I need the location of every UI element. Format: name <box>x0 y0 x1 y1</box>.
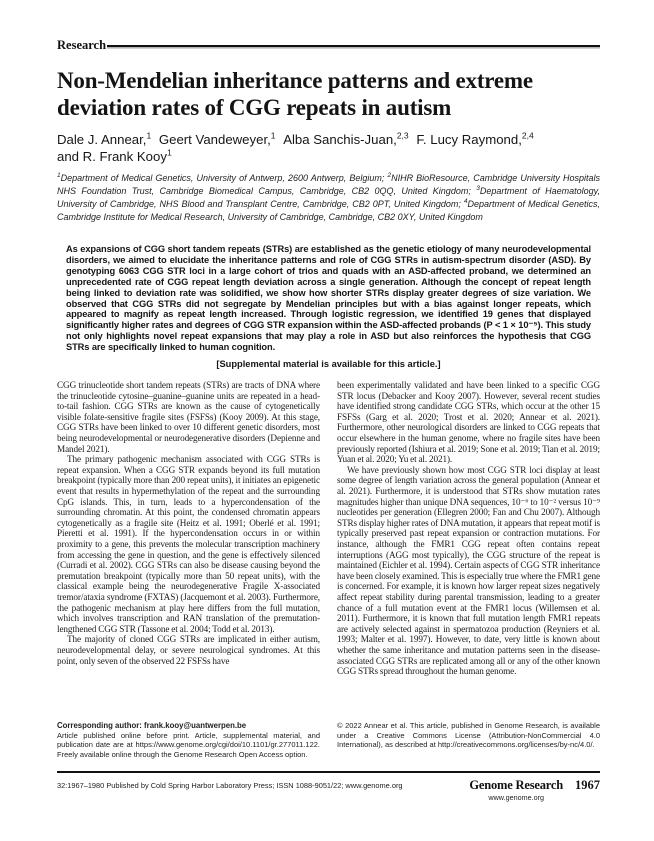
author-line-1 <box>57 131 600 148</box>
body-paragraph: The primary pathogenic mechanism associated with CGG STRs is repeat expansion. When a CGG STR expands beyond its full mutation breakpoint (typically more than 200 repeat units), it initiates an epigenetic event that results in hypermethylation of the repeat and the surrounding CpG islands. This, in turn, leads to a hypercondensation of the surrounding chromatin. At this point, the condensed chromatin appears cytogenetically as a fragile site (Heitz et al. 1991; Oberlé et al. 1991; Pieretti et al. 1991). If the hypercondensation occurs in or within proximity to a gene, this prevents the molecular transcription machinery from accessing the gene in question, and the gene is effectively silenced (Curradi et al. 2002). CGG STRs can also be disease causing beyond the premutation breakpoint (typically more than 50 repeat units), with the classical example being the neurodegenerative Fragile X-associated tremor/ataxia syndrome (FXTAS) (Jacquemont et al. 2003). Furthermore, the pathogenic mechanism at play here differs from the full mutation, which involves transcription and RAN translation of the premutation-lengthened CGG STR (Tassone et al. 2004; Todd et al. 2013). <box>57 454 320 634</box>
author-5 <box>57 149 172 164</box>
footnote-left <box>57 721 320 759</box>
body-columns <box>57 380 600 716</box>
body-paragraph: been experimentally validated and have been linked to a specific CGG STR locus (Debacker and Kooy 2007). However, several recent studies have identified strong candidate CGG STRs, which occur at the other 15 FSFSs (Garg et al. 2020; Trost et al. 2020; Annear et al. 2021). Furthermore, other neurological disorders are linked to CGG repeats that occur elsewhere in the human genome, where no fragile sites have been previously reported (Ishiura et al. 2019; Sone et al. 2019; Tian et al. 2019; Yuan et al. 2020; Yu et al. 2021). <box>337 380 600 465</box>
supplemental-note: [Supplemental material is available for this article.] <box>216 359 441 370</box>
affiliation-1-text: Department of Medical Genetics, University of Antwerp, 2600 Antwerp, Belgium; <box>60 173 388 183</box>
affiliation-1-sup: 1 <box>57 172 61 179</box>
body-paragraph: We have previously shown how most CGG STR loci display at least some degree of length variation across the general population (Annear et al. 2021). Furthermore, it is understood that STRs show mutation rates magnitudes higher than unique DNA sequences, 10⁻⁶ to 10⁻² versus 10⁻⁹ nucleotides per generation (Ellegren 2000; Fan and Chu 2007). Although STRs display higher rates of DNA mutation, it appears that repeat motif is typically preserved past repeat expansion or contraction mutations. For instance, although the FMR1 CGG repeat often contains repeat interruptions (AGG most typically), the CGG structure of the repeat is maintained (Eichler et al. 1994). Certain aspects of CGG STR inheritance have been closely examined. This is especially true where the FMR1 gene is concerned. For example, it is known how larger repeat sizes negatively affect repeat stability during parental transmission, leading to a greater chance of a full mutation event at the FMR1 locus (Willemsen et al. 2011). Furthermore, it is known that full mutation length FMR1 repeats are actively selected against in spermatozoa production (Reyniers et al. 1993; Malter et al. 1997). However, to date, very little is known about whether the same inheritance and mutation patterns seen in the disease-associated CGG STRs are replicated among all or any of the other known CGG STRs spread throughout the human genome. <box>337 464 600 677</box>
affiliation-4-text: Department of Medical Genetics, Cambridge Institute for Medical Research, University of Cambridge, Cambridge, CB2 0XY, United Kingdom <box>57 199 600 222</box>
section-header <box>57 38 600 53</box>
journal-block <box>469 778 600 802</box>
publication-note: Article published online before print. Article, supplemental material, and publication date are at https://www.genome.org/cgi/doi/10.1101/gr.277011.122. Freely available online through the Genome Research Open Access option. <box>57 730 320 759</box>
author-5-name: and R. Frank Kooy <box>57 149 167 164</box>
author-3 <box>283 132 408 147</box>
affiliations <box>57 172 600 224</box>
journal-name: Genome Research <box>469 778 563 792</box>
affiliation-4-sup: 4 <box>463 198 468 205</box>
author-list <box>57 131 600 165</box>
affiliation-3-sup: 3 <box>476 185 480 192</box>
affiliation-2-sup: 2 <box>387 172 392 179</box>
author-1 <box>57 132 151 147</box>
footer-bar <box>57 778 600 802</box>
author-2-affiliation-sup: 1 <box>270 130 276 141</box>
journal-url: www.genome.org <box>488 793 544 802</box>
author-5-affiliation-sup: 1 <box>166 147 172 158</box>
author-2 <box>159 132 276 147</box>
footnote-right <box>337 721 600 759</box>
author-4-affiliation-sup: 2,4 <box>521 130 534 141</box>
body-paragraph: The majority of cloned CGG STRs are implicated in either autism, neurodevelopmental delay, or severe neurological syndromes. At this point, only seven of the observed 22 FSFSs have <box>57 634 320 666</box>
affiliation-2-text: NIHR BioResource, Cambridge University Hospitals NHS Foundation Trust, Cambridge Biomedical Campus, Cambridge, CB2 0QQ, United Kingdom; <box>57 173 600 196</box>
citation-line: 32:1967–1980 Published by Cold Spring Harbor Laboratory Press; ISSN 1088-9051/22; www.genome.org <box>57 781 403 790</box>
footer-rule <box>57 771 600 773</box>
abstract: As expansions of CGG short tandem repeats (STRs) are established as the genetic etiology of many neurodevelopmental disorders, we aimed to elucidate the inheritance patterns and role of CGG STRs in autism-spectrum disorder (ASD). By genotyping 6063 CGG STR loci in a large cohort of trios and quads with an ASD-affected proband, we determined an unprecedented rate of CGG repeat length deviation across a single generation. Although the concept of repeat length being linked to deviation rate was solidified, we show how shorter STRs display greater degrees of size variation. We observed that CGG STRs did not segregate by Mendelian principles but with a bias against longer repeats, which appeared to magnify as repeat length increased. Through logistic regression, we identified 19 genes that displayed significantly higher rates and degrees of CGG STR expansion within the ASD-affected probands (P < 1 × 10⁻⁵). This study not only highlights novel repeat expansions that may play a role in ASD but also reinforces the hypothesis that CGG STRs are specifically linked to human cognition. <box>66 244 591 353</box>
article-title: Non-Mendelian inheritance patterns and extreme deviation rates of CGG repeats in autism <box>57 68 533 120</box>
author-2-name: Geert Vandeweyer, <box>158 132 271 147</box>
author-4-name: F. Lucy Raymond, <box>416 132 522 147</box>
license-note: © 2022 Annear et al. This article, published in Genome Research, is available under a Creative Commons License (Attribution-NonCommercial 4.0 International), as described at http://creativecommons.org/licenses/by-nc/4.0/. <box>337 721 600 749</box>
left-column <box>57 380 320 716</box>
page-number: 1967 <box>575 778 600 792</box>
affiliation-3-text: Department of Haematology, University of Cambridge, NHS Blood and Transplant Centre, Cambridge, CB2 0PT, United Kingdom; <box>57 186 600 209</box>
section-label: Research <box>57 38 107 52</box>
body-paragraph: CGG trinucleotide short tandem repeats (STRs) are tracts of DNA where the trinucleotide cytosine–guanine–guanine units are repeated in a head-to-tail fashion. CGG STRs are known as the cause of cytogenetically visible folate-sensitive fragile sites (FSFSs) (Kooy 2009). At this stage, CGG STRs have been linked to over 10 different genetic disorders, most being neurodevelopmental or neurodegenerative disorders (Depienne and Mandel 2021). <box>57 380 320 454</box>
author-3-name: Alba Sanchis-Juan, <box>283 132 397 147</box>
author-4 <box>416 132 533 147</box>
footnote-section <box>57 721 600 759</box>
author-1-affiliation-sup: 1 <box>146 130 152 141</box>
author-line-2 <box>57 148 600 165</box>
header-rule <box>107 45 600 47</box>
journal-name-wrap <box>469 778 563 802</box>
right-column <box>337 380 600 716</box>
corresponding-author-line: Corresponding author: frank.kooy@uantwerpen.be <box>57 721 247 730</box>
author-3-affiliation-sup: 2,3 <box>396 130 409 141</box>
author-1-name: Dale J. Annear, <box>57 132 147 147</box>
